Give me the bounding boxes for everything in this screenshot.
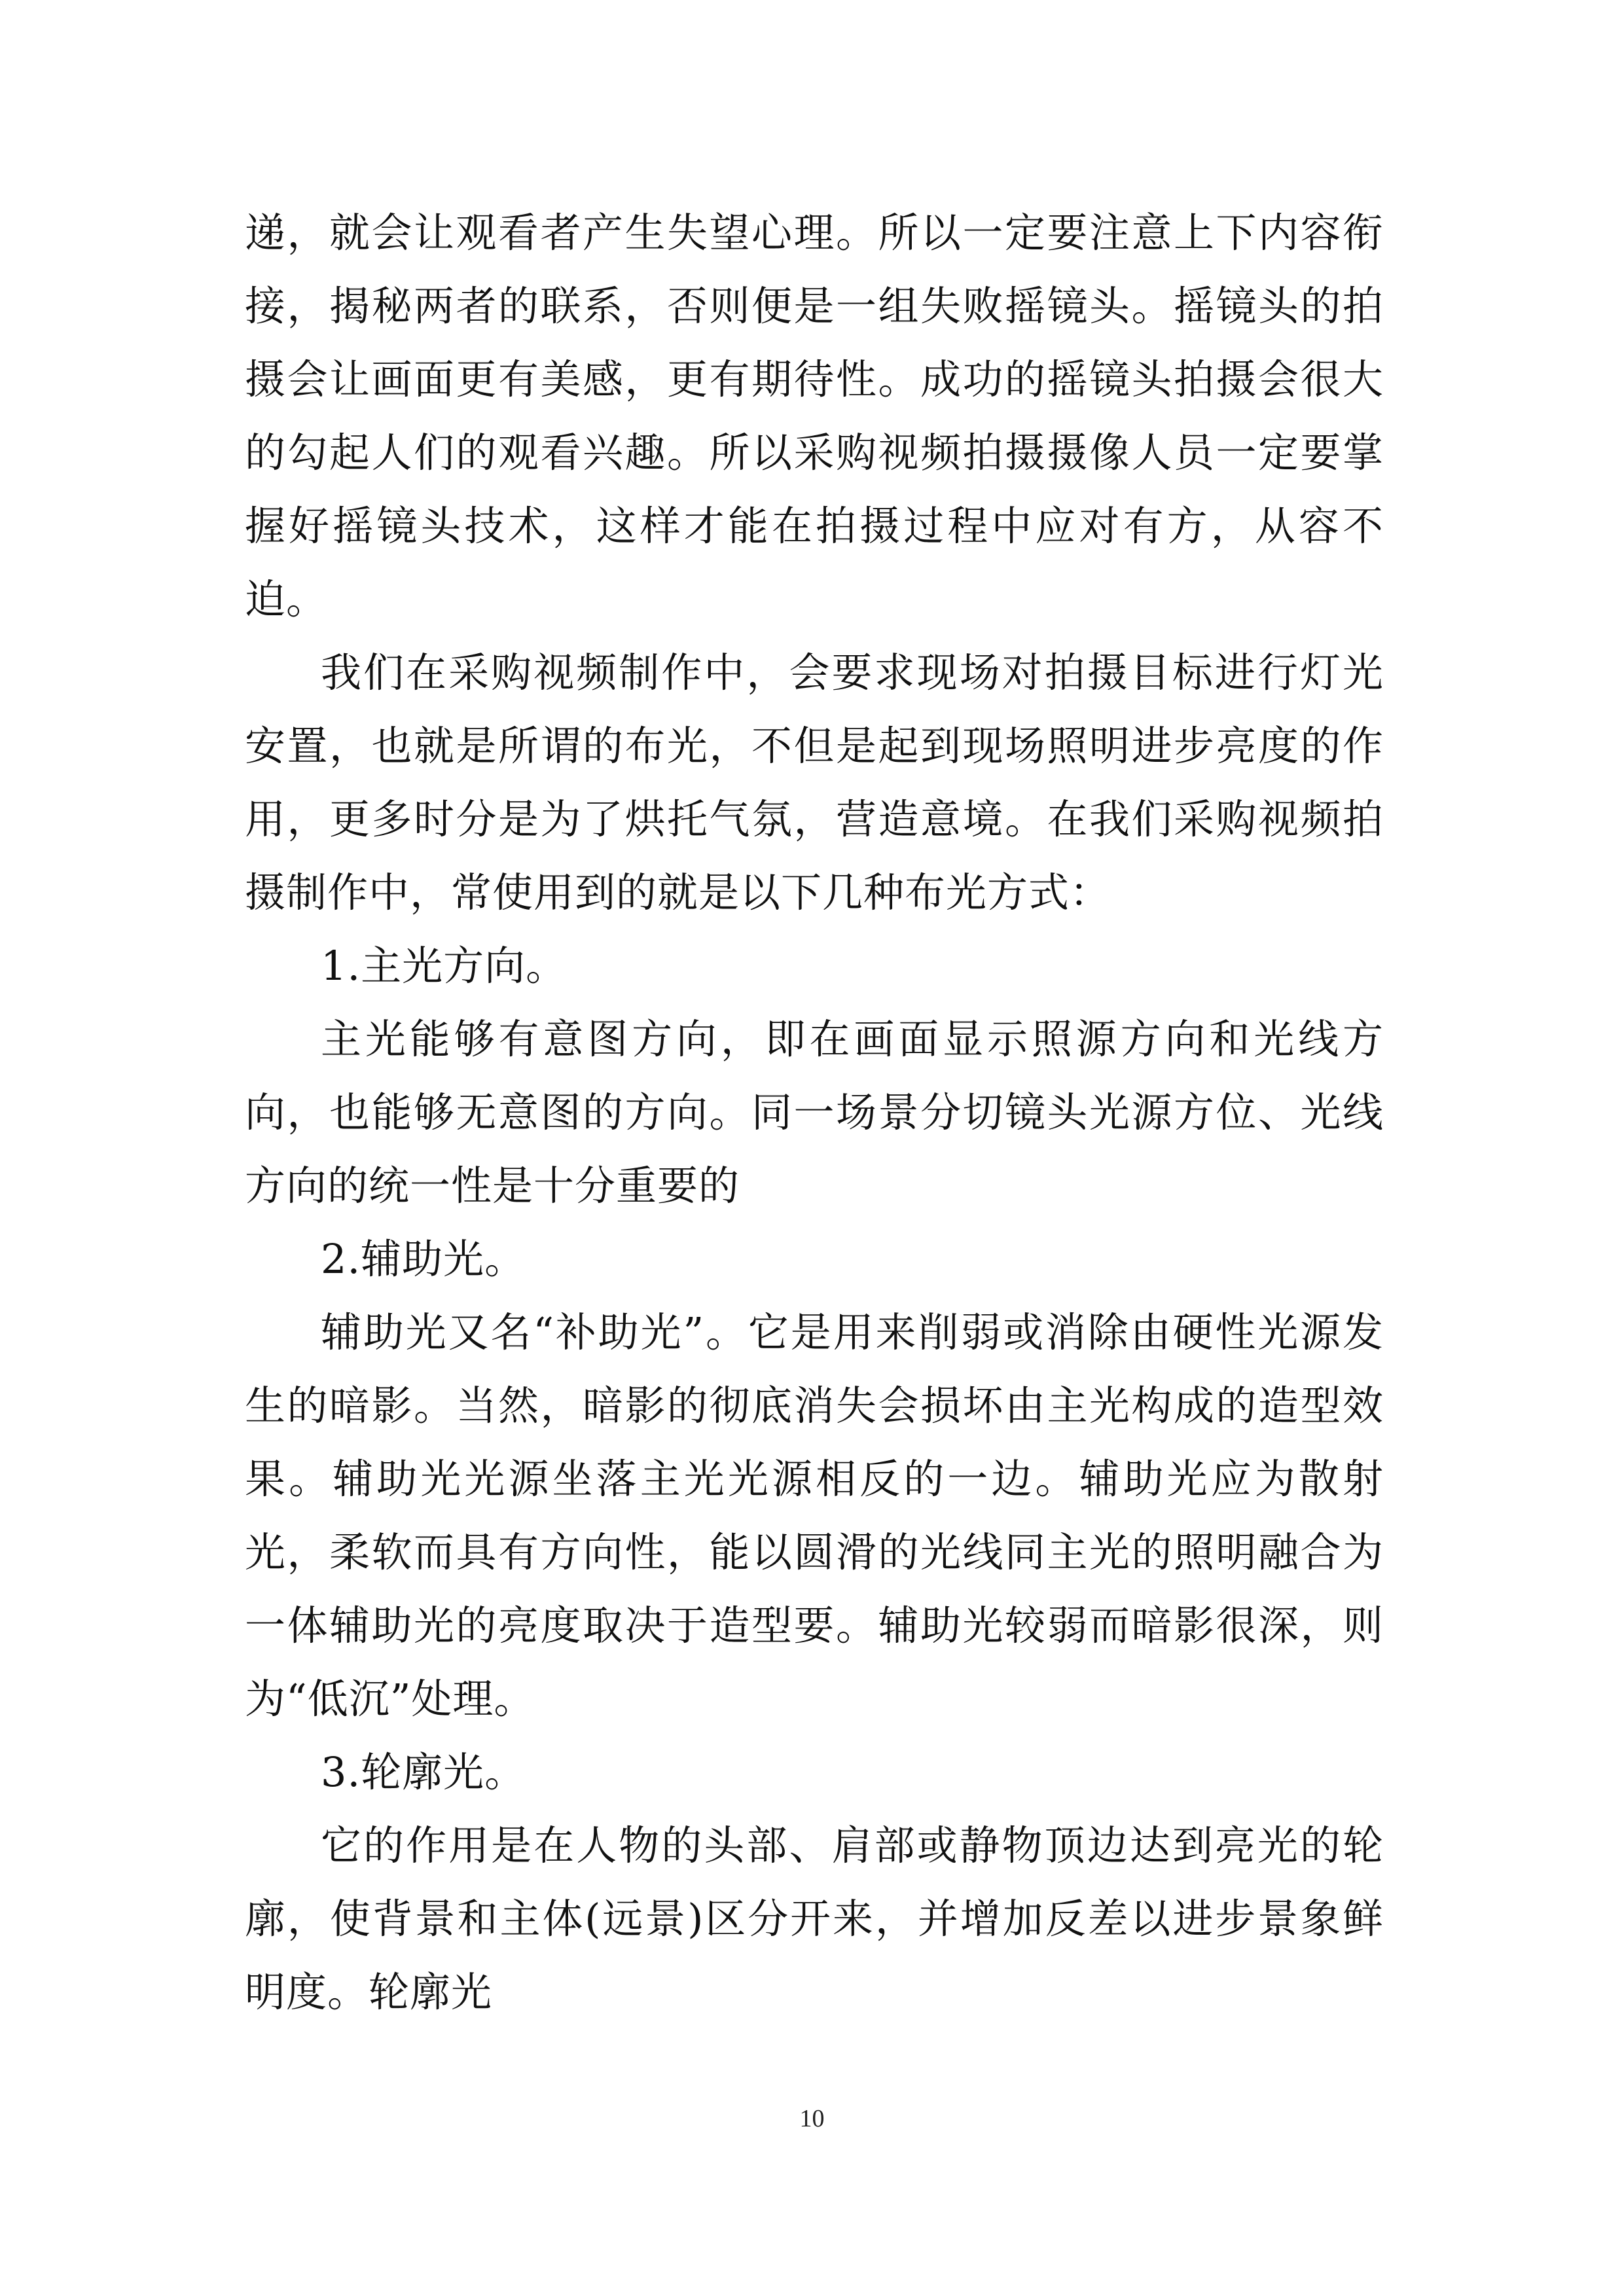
paragraph-lighting-intro: 我们在采购视频制作中，会要求现场对拍摄目标进行灯光安置，也就是所谓的布光，不但是起到现场照明进步亮度的作用，更多时分是为了烘托气氛，营造意境。在我们采购视频拍摄制作中，常使用到的就是以下几种布光方式：: [245, 649, 1384, 916]
page-number: 10: [799, 2105, 825, 2132]
heading-rim-light: 3.轮廓光。: [321, 1748, 526, 1796]
heading-main-light: 1.主光方向。: [321, 942, 568, 990]
paragraph-rim-light: 它的作用是在人物的头部、肩部或静物顶边达到亮光的轮廓，使背景和主体(远景)区分开来，并增加反差以进步景象鲜明度。轮廓光: [245, 1821, 1384, 2016]
heading-fill-light: 2.辅助光。: [321, 1235, 526, 1283]
paragraph-main-light: 主光能够有意图方向，即在画面显示照源方向和光线方向，也能够无意图的方向。同一场景分切镜头光源方位、光线方向的统一性是十分重要的: [245, 1015, 1384, 1210]
paragraph-continuation: 递，就会让观看者产生失望心理。所以一定要注意上下内容衔接，揭秘两者的联系，否则便是一组失败摇镜头。摇镜头的拍摄会让画面更有美感，更有期待性。成功的摇镜头拍摄会很大的勾起人们的观看兴趣。所以采购视频拍摄摄像人员一定要掌握好摇镜头技术，这样才能在拍摄过程中应对有方，从容不迫。: [245, 209, 1384, 623]
document-body: [245, 196, 1384, 2029]
paragraph-fill-light: 辅助光又名“补助光”。它是用来削弱或消除由硬性光源发生的暗影。当然，暗影的彻底消失会损坏由主光构成的造型效果。辅助光光源坐落主光光源相反的一边。辅助光应为散射光，柔软而具有方向性，能以圆滑的光线同主光的照明融合为一体辅助光的亮度取决于造型要。辅助光较弱而暗影很深，则为“低沉”处理。: [245, 1308, 1384, 1723]
